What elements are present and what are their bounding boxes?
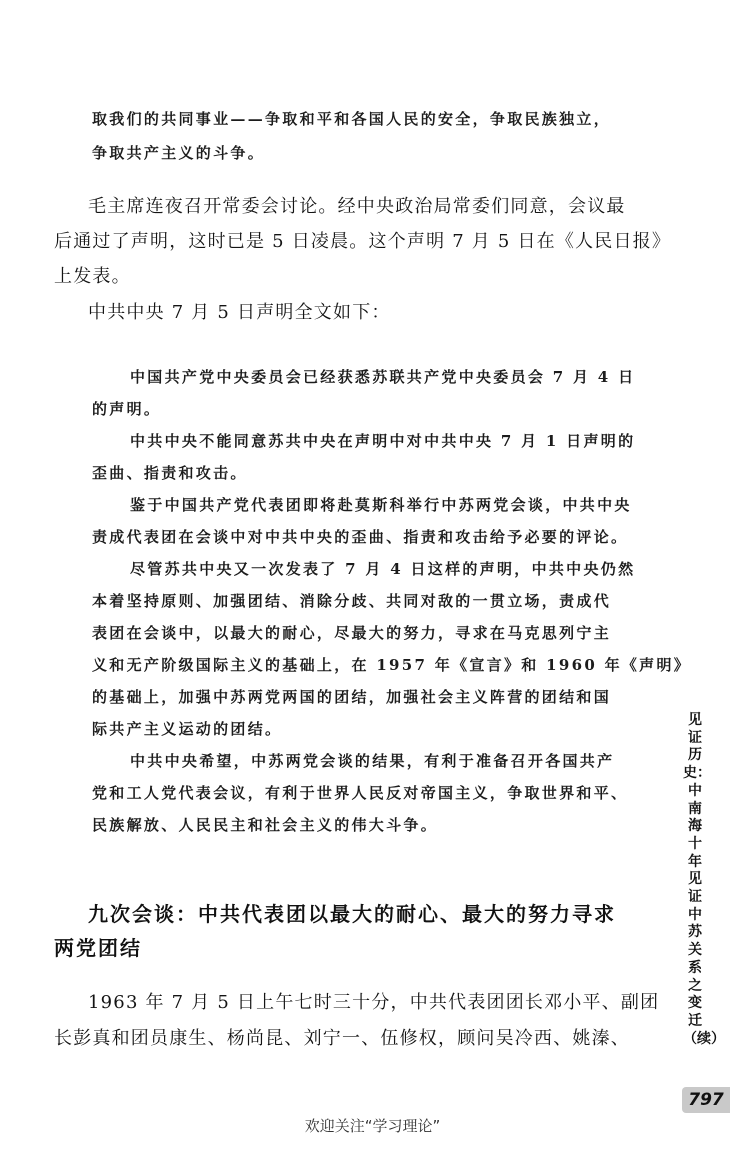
paragraph-2: 中共中央 7 月 5 日声明全文如下： xyxy=(88,302,391,323)
final-paragraph-line-1: 1963 年 7 月 5 日上午七时三十分，中共代表团团长邓小平、副团 xyxy=(88,992,660,1013)
statement-line-5: 鉴于中国共产党代表团即将赴莫斯科举行中苏两党会谈，中共中央 xyxy=(130,496,632,514)
statement-line-6: 责成代表团在会谈中对中共中央的歪曲、指责和攻击给予必要的评论。 xyxy=(92,528,629,546)
footer-caption: 欢迎关注“学习理论” xyxy=(304,1117,441,1135)
running-side-title: 见证历史：中南海十年见证中苏关系之变迁（续） xyxy=(683,712,725,1047)
statement-line-4: 歪曲、指责和攻击。 xyxy=(92,464,248,482)
statement-line-1: 中国共产党中央委员会已经获悉苏联共产党中央委员会 7 月 4 日 xyxy=(130,368,636,386)
statement-line-9: 表团在会谈中，以最大的耐心，尽最大的努力，寻求在马克思列宁主 xyxy=(92,624,612,642)
statement-line-10: 义和无产阶级国际主义的基础上，在 1957 年《宣言》和 1960 年《声明》 xyxy=(92,656,692,674)
top-quote-line-1: 取我们的共同事业——争取和平和各国人民的安全，争取民族独立， xyxy=(92,110,612,128)
paragraph-1-line-3: 上发表。 xyxy=(54,266,131,287)
paragraph-1-line-2: 后通过了声明，这时已是 5 日凌晨。这个声明 7 月 5 日在《人民日报》 xyxy=(54,231,672,252)
section-heading-line-1: 九次会谈：中共代表团以最大的耐心、最大的努力寻求 xyxy=(88,902,616,926)
statement-line-7: 尽管苏共中央又一次发表了 7 月 4 日这样的声明，中共中央仍然 xyxy=(130,560,636,578)
paragraph-1-line-1: 毛主席连夜召开常委会讨论。经中央政治局常委们同意，会议最 xyxy=(88,196,626,217)
statement-line-13: 中共中央希望，中苏两党会谈的结果，有利于准备召开各国共产 xyxy=(130,752,615,770)
top-quote-line-2: 争取共产主义的斗争。 xyxy=(92,144,266,162)
statement-line-15: 民族解放、人民民主和社会主义的伟大斗争。 xyxy=(92,816,439,834)
section-heading-line-2: 两党团结 xyxy=(54,936,142,960)
statement-line-14: 党和工人党代表会议，有利于世界人民反对帝国主义，争取世界和平、 xyxy=(92,784,629,802)
page-number: 797 xyxy=(682,1087,730,1113)
statement-line-12: 际共产主义运动的团结。 xyxy=(92,720,283,738)
statement-line-2: 的声明。 xyxy=(92,400,162,418)
final-paragraph-line-2: 长彭真和团员康生、杨尚昆、刘宁一、伍修权，顾问吴冷西、姚溱、 xyxy=(54,1028,630,1049)
statement-line-11: 的基础上，加强中苏两党两国的团结，加强社会主义阵营的团结和国 xyxy=(92,688,612,706)
statement-line-3: 中共中央不能同意苏共中央在声明中对中共中央 7 月 1 日声明的 xyxy=(130,432,636,450)
statement-line-8: 本着坚持原则、加强团结、消除分歧、共同对敌的一贯立场，责成代 xyxy=(92,592,612,610)
